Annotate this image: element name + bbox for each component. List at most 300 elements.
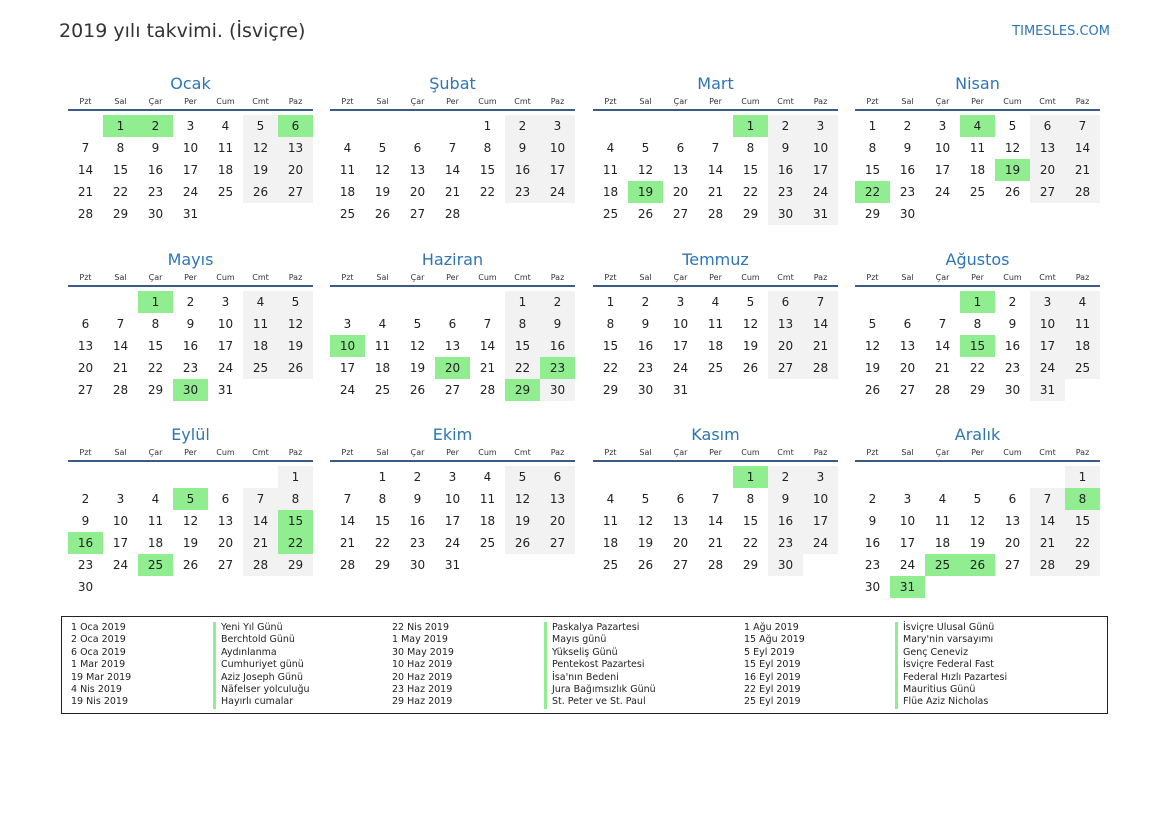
day-cell: 20	[409, 185, 426, 199]
day-cell: 31	[803, 203, 838, 225]
month-name: Mayıs	[167, 250, 214, 269]
day-cell: 7	[1065, 115, 1100, 137]
day-cell: 9	[768, 488, 803, 510]
holiday-name: İsviçre Federal Fast	[903, 659, 994, 671]
day-cell: 3	[343, 317, 352, 331]
empty-cell	[628, 115, 663, 137]
holiday-date: 25 Eyl 2019	[744, 696, 801, 708]
holiday-name: Genç Ceneviz	[903, 646, 969, 658]
weekday-header	[855, 96, 1100, 111]
weekday-label: Cmt	[252, 97, 269, 106]
day-cell: 9	[81, 514, 90, 528]
weekday-header	[330, 272, 575, 287]
day-cell: 24	[540, 181, 575, 203]
day-grid	[593, 466, 838, 576]
weekday-label: Çar	[410, 273, 425, 282]
day-cell: 18	[217, 163, 234, 177]
holiday-name: Paskalya Pazartesi	[552, 622, 640, 633]
day-cell: 25	[339, 207, 356, 221]
empty-cell	[68, 291, 103, 313]
empty-cell	[68, 115, 103, 137]
day-cell: 18	[339, 185, 356, 199]
holiday-date: 1 Oca 2019	[71, 622, 126, 633]
day-cell: 13	[1030, 137, 1065, 159]
weekday-header	[593, 272, 838, 287]
day-cell: 4	[711, 295, 720, 309]
day-cell: 15	[147, 339, 164, 353]
empty-cell	[68, 466, 103, 488]
day-cell: 25	[479, 536, 496, 550]
day-cell: 12	[374, 163, 391, 177]
day-cell: 11	[217, 141, 234, 155]
holiday-day-cell: 1	[733, 466, 768, 488]
weekday-label: Çar	[673, 448, 688, 457]
day-cell: 21	[77, 185, 94, 199]
weekday-label: Cum	[1003, 448, 1022, 457]
holiday-name: Pentekost Pazartesi	[552, 659, 645, 671]
month-block	[855, 249, 1100, 401]
holiday-name: Hayırlı cumalar	[221, 696, 294, 708]
day-cell: 14	[339, 514, 356, 528]
holiday-day-cell: 1	[960, 291, 995, 313]
day-cell: 27	[444, 383, 461, 397]
month-name: Mart	[697, 74, 734, 93]
weekday-label: Per	[709, 97, 722, 106]
day-cell: 21	[339, 536, 356, 550]
weekday-header	[330, 96, 575, 111]
day-cell: 29	[278, 554, 313, 576]
day-cell: 27	[672, 207, 689, 221]
day-cell: 22	[112, 185, 129, 199]
weekday-label: Cmt	[252, 273, 269, 282]
day-cell: 8	[278, 488, 313, 510]
day-cell: 10	[1030, 313, 1065, 335]
holiday-name: Jura Bağımsızlık Günü	[552, 684, 656, 696]
day-cell: 17	[899, 536, 916, 550]
weekday-label: Cmt	[514, 97, 531, 106]
day-cell: 12	[1004, 141, 1021, 155]
day-cell: 31	[182, 207, 199, 221]
day-cell: 11	[602, 163, 619, 177]
day-cell: 25	[602, 207, 619, 221]
month-name: Haziran	[421, 250, 484, 269]
day-cell: 13	[278, 137, 313, 159]
day-cell: 26	[243, 181, 278, 203]
empty-cell	[365, 291, 400, 313]
day-grid	[330, 466, 575, 576]
day-cell: 22	[374, 536, 391, 550]
day-cell: 27	[409, 207, 426, 221]
month-block	[330, 73, 575, 225]
weekday-label: Pzt	[866, 97, 879, 106]
weekday-label: Cmt	[1039, 97, 1056, 106]
holiday-day-cell: 23	[540, 357, 575, 379]
day-cell: 10	[803, 137, 838, 159]
holiday-date: 30 May 2019	[392, 646, 454, 658]
month-block	[593, 424, 838, 576]
day-cell: 12	[637, 514, 654, 528]
day-cell: 12	[409, 339, 426, 353]
holiday-name: Näfelser yolculuğu	[221, 684, 310, 696]
day-cell: 20	[278, 159, 313, 181]
holiday-day-cell: 25	[138, 554, 173, 576]
day-cell: 28	[707, 558, 724, 572]
day-cell: 18	[243, 335, 278, 357]
day-cell: 28	[934, 383, 951, 397]
day-cell: 4	[243, 291, 278, 313]
empty-cell	[663, 466, 698, 488]
day-cell: 17	[540, 159, 575, 181]
day-cell: 13	[540, 488, 575, 510]
weekday-label: Pzt	[866, 448, 879, 457]
day-cell: 20	[768, 335, 803, 357]
day-cell: 2	[641, 295, 650, 309]
day-cell: 23	[768, 181, 803, 203]
day-cell: 7	[711, 141, 720, 155]
day-cell: 21	[479, 361, 496, 375]
day-cell: 22	[147, 361, 164, 375]
empty-cell	[593, 115, 628, 137]
day-cell: 11	[479, 492, 496, 506]
day-cell: 12	[637, 163, 654, 177]
weekday-label: Çar	[935, 97, 950, 106]
weekday-label: Pzt	[341, 97, 354, 106]
day-cell: 17	[934, 163, 951, 177]
day-cell: 13	[768, 313, 803, 335]
weekday-label: Per	[709, 448, 722, 457]
day-cell: 29	[602, 383, 619, 397]
day-cell: 4	[1065, 291, 1100, 313]
day-cell: 24	[112, 558, 129, 572]
holiday-name: Yeni Yıl Günü	[221, 622, 283, 633]
month-block	[855, 73, 1100, 225]
day-grid	[855, 291, 1100, 401]
holiday-name: İsviçre Ulusal Günü	[903, 622, 995, 633]
day-cell: 6	[448, 317, 457, 331]
day-cell: 12	[969, 514, 986, 528]
holiday-date: 22 Nis 2019	[392, 622, 449, 633]
day-cell: 27	[768, 357, 803, 379]
day-cell: 9	[903, 141, 912, 155]
day-cell: 19	[969, 536, 986, 550]
day-cell: 1	[606, 295, 615, 309]
day-cell: 28	[707, 207, 724, 221]
day-cell: 28	[1030, 554, 1065, 576]
day-cell: 31	[672, 383, 689, 397]
empty-cell	[243, 466, 278, 488]
day-cell: 6	[81, 317, 90, 331]
day-cell: 22	[602, 361, 619, 375]
day-cell: 3	[448, 470, 457, 484]
weekday-label: Paz	[1075, 97, 1090, 106]
weekday-label: Çar	[410, 97, 425, 106]
weekday-label: Paz	[813, 273, 828, 282]
empty-cell	[995, 466, 1030, 488]
day-cell: 14	[112, 339, 129, 353]
day-cell: 3	[221, 295, 230, 309]
day-cell: 18	[969, 163, 986, 177]
day-grid	[855, 466, 1100, 598]
day-cell: 20	[672, 536, 689, 550]
holiday-date: 22 Eyl 2019	[744, 684, 801, 696]
month-name: Ocak	[170, 74, 211, 93]
holiday-name: Berchtold Günü	[221, 634, 295, 646]
empty-cell	[470, 291, 505, 313]
weekday-label: Çar	[673, 273, 688, 282]
day-cell: 8	[483, 141, 492, 155]
day-cell: 16	[182, 339, 199, 353]
weekday-label: Çar	[410, 448, 425, 457]
empty-cell	[593, 466, 628, 488]
weekday-label: Paz	[813, 448, 828, 457]
day-cell: 19	[243, 159, 278, 181]
day-cell: 15	[742, 514, 759, 528]
day-cell: 13	[1004, 514, 1021, 528]
holiday-name: Mayıs günü	[552, 634, 607, 646]
day-cell: 2	[186, 295, 195, 309]
day-cell: 27	[1030, 181, 1065, 203]
day-cell: 28	[77, 207, 94, 221]
holiday-date: 2 Oca 2019	[71, 634, 126, 646]
holiday-date: 19 Mar 2019	[71, 671, 132, 683]
day-cell: 4	[938, 492, 947, 506]
day-cell: 21	[243, 532, 278, 554]
weekday-label: Paz	[288, 273, 303, 282]
weekday-label: Çar	[935, 273, 950, 282]
day-cell: 30	[540, 379, 575, 401]
weekday-label: Paz	[1075, 273, 1090, 282]
holiday-name: Flüe Aziz Nicholas	[903, 696, 989, 708]
holiday-name: Federal Hızlı Pazartesi	[903, 671, 1008, 683]
weekday-label: Pzt	[79, 97, 92, 106]
holiday-date: 1 Ağu 2019	[744, 622, 799, 633]
day-grid	[593, 291, 838, 401]
day-cell: 21	[1030, 532, 1065, 554]
day-cell: 13	[672, 514, 689, 528]
day-cell: 14	[707, 514, 724, 528]
day-cell: 27	[217, 558, 234, 572]
day-cell: 11	[707, 317, 724, 331]
day-cell: 31	[444, 558, 461, 572]
month-name: Ekim	[432, 425, 473, 444]
day-cell: 23	[637, 361, 654, 375]
weekday-label: Per	[971, 97, 984, 106]
day-cell: 15	[505, 335, 540, 357]
day-cell: 2	[768, 466, 803, 488]
day-cell: 1	[278, 466, 313, 488]
day-cell: 6	[221, 492, 230, 506]
day-cell: 3	[803, 466, 838, 488]
empty-cell	[330, 466, 365, 488]
day-cell: 1	[1065, 466, 1100, 488]
day-cell: 22	[1065, 532, 1100, 554]
day-cell: 3	[903, 492, 912, 506]
page-title: 2019 yılı takvimi. (İsviçre)	[59, 20, 306, 42]
day-cell: 30	[864, 580, 881, 594]
day-cell: 29	[864, 207, 881, 221]
day-cell: 5	[973, 492, 982, 506]
month-block	[68, 424, 313, 598]
weekday-label: Cmt	[777, 273, 794, 282]
holiday-date: 1 May 2019	[392, 634, 448, 646]
day-cell: 26	[1004, 185, 1021, 199]
day-cell: 11	[1065, 313, 1100, 335]
day-cell: 6	[676, 492, 685, 506]
weekday-label: Sal	[901, 97, 914, 106]
weekday-label: Paz	[550, 97, 565, 106]
empty-cell	[435, 115, 470, 137]
day-cell: 10	[182, 141, 199, 155]
holiday-date: 6 Oca 2019	[71, 646, 126, 658]
weekday-label: Pzt	[604, 273, 617, 282]
day-cell: 7	[483, 317, 492, 331]
day-grid	[330, 291, 575, 401]
day-cell: 10	[934, 141, 951, 155]
day-cell: 4	[606, 141, 615, 155]
empty-cell	[103, 466, 138, 488]
day-cell: 25	[374, 383, 391, 397]
day-cell: 23	[182, 361, 199, 375]
day-cell: 7	[81, 141, 90, 155]
holiday-dates-col-1	[71, 622, 131, 709]
day-cell: 4	[606, 492, 615, 506]
day-cell: 11	[934, 514, 951, 528]
weekday-label: Çar	[148, 448, 163, 457]
day-cell: 15	[112, 163, 129, 177]
holiday-day-cell: 22	[855, 181, 890, 203]
weekday-label: Çar	[935, 448, 950, 457]
weekday-label: Cum	[216, 273, 235, 282]
day-cell: 26	[505, 532, 540, 554]
holiday-names-col-1	[213, 622, 310, 709]
day-cell: 21	[707, 536, 724, 550]
weekday-label: Paz	[550, 448, 565, 457]
empty-cell	[103, 291, 138, 313]
month-name: Ağustos	[945, 250, 1010, 269]
holiday-name: Aziz Joseph Günü	[221, 671, 304, 683]
empty-cell	[400, 115, 435, 137]
weekday-label: Sal	[901, 273, 914, 282]
weekday-label: Sal	[901, 448, 914, 457]
day-cell: 31	[217, 383, 234, 397]
day-cell: 16	[637, 339, 654, 353]
day-cell: 14	[1065, 137, 1100, 159]
day-cell: 23	[77, 558, 94, 572]
day-cell: 2	[768, 115, 803, 137]
day-cell: 19	[742, 339, 759, 353]
holiday-day-cell: 15	[960, 335, 995, 357]
weekday-label: Cum	[741, 97, 760, 106]
day-cell: 6	[1030, 115, 1065, 137]
day-cell: 9	[868, 514, 877, 528]
day-cell: 19	[278, 335, 313, 357]
day-cell: 29	[374, 558, 391, 572]
day-cell: 5	[243, 115, 278, 137]
day-cell: 18	[707, 339, 724, 353]
day-cell: 7	[243, 488, 278, 510]
day-cell: 30	[77, 580, 94, 594]
day-cell: 1	[483, 119, 492, 133]
empty-cell	[698, 115, 733, 137]
weekday-label: Sal	[639, 97, 652, 106]
day-cell: 22	[479, 185, 496, 199]
day-cell: 8	[378, 492, 387, 506]
holiday-day-cell: 19	[995, 159, 1030, 181]
day-cell: 21	[803, 335, 838, 357]
day-cell: 28	[444, 207, 461, 221]
day-cell: 14	[803, 313, 838, 335]
day-cell: 9	[151, 141, 160, 155]
weekday-label: Pzt	[866, 273, 879, 282]
holiday-day-cell: 2	[138, 115, 173, 137]
day-cell: 26	[409, 383, 426, 397]
holiday-day-cell: 8	[1065, 488, 1100, 510]
day-cell: 4	[378, 317, 387, 331]
weekday-label: Paz	[813, 97, 828, 106]
day-cell: 1	[868, 119, 877, 133]
day-grid	[68, 115, 313, 225]
day-cell: 11	[339, 163, 356, 177]
empty-cell	[173, 466, 208, 488]
day-cell: 6	[768, 291, 803, 313]
day-cell: 2	[540, 291, 575, 313]
day-cell: 13	[77, 339, 94, 353]
day-cell: 22	[969, 361, 986, 375]
empty-cell	[925, 291, 960, 313]
day-cell: 12	[742, 317, 759, 331]
weekday-label: Paz	[288, 97, 303, 106]
day-cell: 11	[243, 313, 278, 335]
day-cell: 7	[343, 492, 352, 506]
day-cell: 10	[444, 492, 461, 506]
day-cell: 24	[934, 185, 951, 199]
day-cell: 16	[147, 163, 164, 177]
day-cell: 29	[742, 558, 759, 572]
day-cell: 18	[602, 536, 619, 550]
day-cell: 18	[602, 185, 619, 199]
weekday-label: Cum	[1003, 273, 1022, 282]
holiday-names-col-2	[544, 622, 656, 709]
day-cell: 18	[1065, 335, 1100, 357]
weekday-label: Cmt	[1039, 273, 1056, 282]
day-cell: 3	[938, 119, 947, 133]
day-cell: 24	[1030, 357, 1065, 379]
month-block	[593, 249, 838, 401]
holiday-date: 19 Nis 2019	[71, 696, 128, 708]
holiday-day-cell: 16	[68, 532, 103, 554]
day-cell: 5	[413, 317, 422, 331]
day-cell: 18	[374, 361, 391, 375]
day-cell: 24	[672, 361, 689, 375]
weekday-label: Per	[184, 273, 197, 282]
month-block	[593, 73, 838, 225]
weekday-label: Pzt	[341, 448, 354, 457]
site-link[interactable]: TIMESLES.COM	[1012, 24, 1110, 39]
day-cell: 24	[217, 361, 234, 375]
holiday-date: 15 Ağu 2019	[744, 634, 805, 646]
empty-cell	[855, 291, 890, 313]
weekday-label: Per	[709, 273, 722, 282]
day-cell: 19	[637, 536, 654, 550]
empty-cell	[435, 291, 470, 313]
day-cell: 19	[505, 510, 540, 532]
day-cell: 24	[182, 185, 199, 199]
day-cell: 15	[479, 163, 496, 177]
day-cell: 26	[182, 558, 199, 572]
weekday-label: Cum	[478, 273, 497, 282]
day-cell: 9	[768, 137, 803, 159]
day-cell: 30	[768, 203, 803, 225]
